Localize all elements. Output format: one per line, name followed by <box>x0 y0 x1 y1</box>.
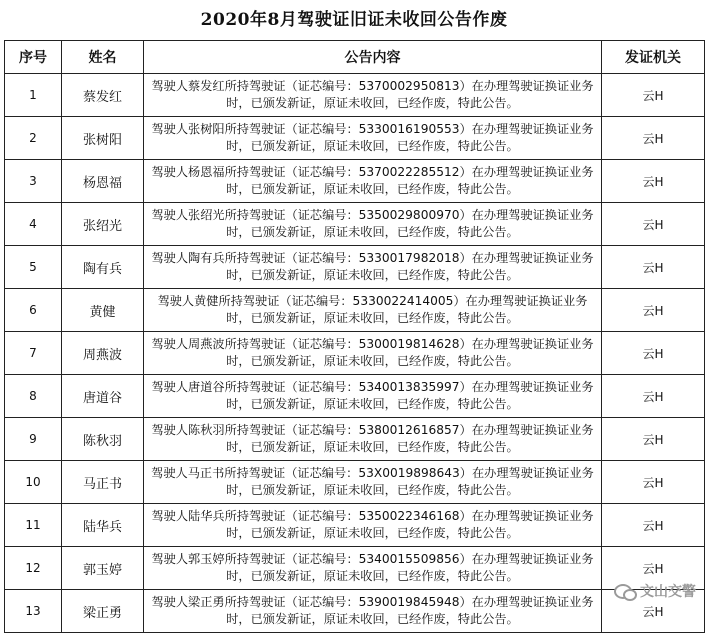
cell-authority: 云H <box>602 74 705 117</box>
cell-index: 6 <box>5 289 62 332</box>
cell-index: 10 <box>5 461 62 504</box>
cell-content: 驾驶人梁正勇所持驾驶证（证芯编号：5390019845948）在办理驾驶证换证业务时，已颁发新证，原证未收回，已经作废，特此公告。 <box>144 590 602 633</box>
cell-index: 4 <box>5 203 62 246</box>
cell-name: 梁正勇 <box>62 590 144 633</box>
table-header-row <box>5 41 705 74</box>
cell-content: 驾驶人陆华兵所持驾驶证（证芯编号：5350022346168）在办理驾驶证换证业务时，已颁发新证，原证未收回，已经作废，特此公告。 <box>144 504 602 547</box>
cell-index: 13 <box>5 590 62 633</box>
cell-authority: 云H <box>602 117 705 160</box>
cell-authority: 云H <box>602 375 705 418</box>
table-row <box>5 418 705 461</box>
cell-content: 驾驶人周燕波所持驾驶证（证芯编号：5300019814628）在办理驾驶证换证业务时，已颁发新证，原证未收回，已经作废，特此公告。 <box>144 332 602 375</box>
cell-name: 张绍光 <box>62 203 144 246</box>
table-row <box>5 332 705 375</box>
cell-authority: 云H <box>602 332 705 375</box>
wechat-icon <box>614 582 636 600</box>
table-row <box>5 590 705 633</box>
cell-authority: 云H <box>602 246 705 289</box>
cell-name: 马正书 <box>62 461 144 504</box>
cell-name: 黄健 <box>62 289 144 332</box>
cell-name: 陆华兵 <box>62 504 144 547</box>
cell-index: 9 <box>5 418 62 461</box>
cell-index: 11 <box>5 504 62 547</box>
cell-authority: 云H <box>602 418 705 461</box>
cell-authority: 云H <box>602 461 705 504</box>
cell-index: 3 <box>5 160 62 203</box>
cell-name: 陈秋羽 <box>62 418 144 461</box>
header-content: 公告内容 <box>144 41 602 74</box>
cell-name: 陶有兵 <box>62 246 144 289</box>
cell-content: 驾驶人杨恩福所持驾驶证（证芯编号：5370022285512）在办理驾驶证换证业务时，已颁发新证，原证未收回，已经作废，特此公告。 <box>144 160 602 203</box>
cell-index: 2 <box>5 117 62 160</box>
cell-index: 1 <box>5 74 62 117</box>
table-row <box>5 461 705 504</box>
watermark-text: 文山交警 <box>640 584 696 600</box>
table-row <box>5 117 705 160</box>
header-index: 序号 <box>5 41 62 74</box>
cell-name: 杨恩福 <box>62 160 144 203</box>
cell-content: 驾驶人黄健所持驾驶证（证芯编号：5330022414005）在办理驾驶证换证业务时，已颁发新证，原证未收回，已经作废，特此公告。 <box>144 289 602 332</box>
cell-content: 驾驶人陶有兵所持驾驶证（证芯编号：5330017982018）在办理驾驶证换证业务时，已颁发新证，原证未收回，已经作废，特此公告。 <box>144 246 602 289</box>
table-row <box>5 504 705 547</box>
cell-content: 驾驶人张绍光所持驾驶证（证芯编号：5350029800970）在办理驾驶证换证业务时，已颁发新证，原证未收回，已经作废，特此公告。 <box>144 203 602 246</box>
cell-name: 蔡发红 <box>62 74 144 117</box>
table-row <box>5 547 705 590</box>
cell-name: 郭玉婷 <box>62 547 144 590</box>
table-row <box>5 160 705 203</box>
header-name: 姓名 <box>62 41 144 74</box>
header-authority: 发证机关 <box>602 41 705 74</box>
cell-content: 驾驶人张树阳所持驾驶证（证芯编号：5330016190553）在办理驾驶证换证业务时，已颁发新证，原证未收回，已经作废，特此公告。 <box>144 117 602 160</box>
cell-authority: 云H <box>602 289 705 332</box>
cell-authority: 云H <box>602 547 705 590</box>
announcement-table <box>4 40 705 633</box>
table-row <box>5 203 705 246</box>
cell-authority: 云H <box>602 504 705 547</box>
watermark <box>614 581 696 601</box>
cell-index: 7 <box>5 332 62 375</box>
cell-index: 12 <box>5 547 62 590</box>
table-row <box>5 246 705 289</box>
cell-content: 驾驶人郭玉婷所持驾驶证（证芯编号：5340015509856）在办理驾驶证换证业务时，已颁发新证，原证未收回，已经作废，特此公告。 <box>144 547 602 590</box>
cell-index: 5 <box>5 246 62 289</box>
page-title: 2020年8月驾驶证旧证未收回公告作废 <box>200 10 508 30</box>
cell-index: 8 <box>5 375 62 418</box>
table-row <box>5 375 705 418</box>
table-row <box>5 74 705 117</box>
cell-authority: 云H <box>602 203 705 246</box>
cell-content: 驾驶人唐道谷所持驾驶证（证芯编号：5340013835997）在办理驾驶证换证业务时，已颁发新证，原证未收回，已经作废，特此公告。 <box>144 375 602 418</box>
cell-authority: 云H <box>602 160 705 203</box>
cell-content: 驾驶人马正书所持驾驶证（证芯编号：53X0019898643）在办理驾驶证换证业务时，已颁发新证，原证未收回，已经作废，特此公告。 <box>144 461 602 504</box>
cell-content: 驾驶人蔡发红所持驾驶证（证芯编号：5370002950813）在办理驾驶证换证业务时，已颁发新证，原证未收回，已经作废，特此公告。 <box>144 74 602 117</box>
cell-name: 唐道谷 <box>62 375 144 418</box>
cell-content: 驾驶人陈秋羽所持驾驶证（证芯编号：5380012616857）在办理驾驶证换证业务时，已颁发新证，原证未收回，已经作废，特此公告。 <box>144 418 602 461</box>
cell-name: 张树阳 <box>62 117 144 160</box>
table-row <box>5 289 705 332</box>
cell-authority: 云H <box>602 590 705 633</box>
cell-name: 周燕波 <box>62 332 144 375</box>
